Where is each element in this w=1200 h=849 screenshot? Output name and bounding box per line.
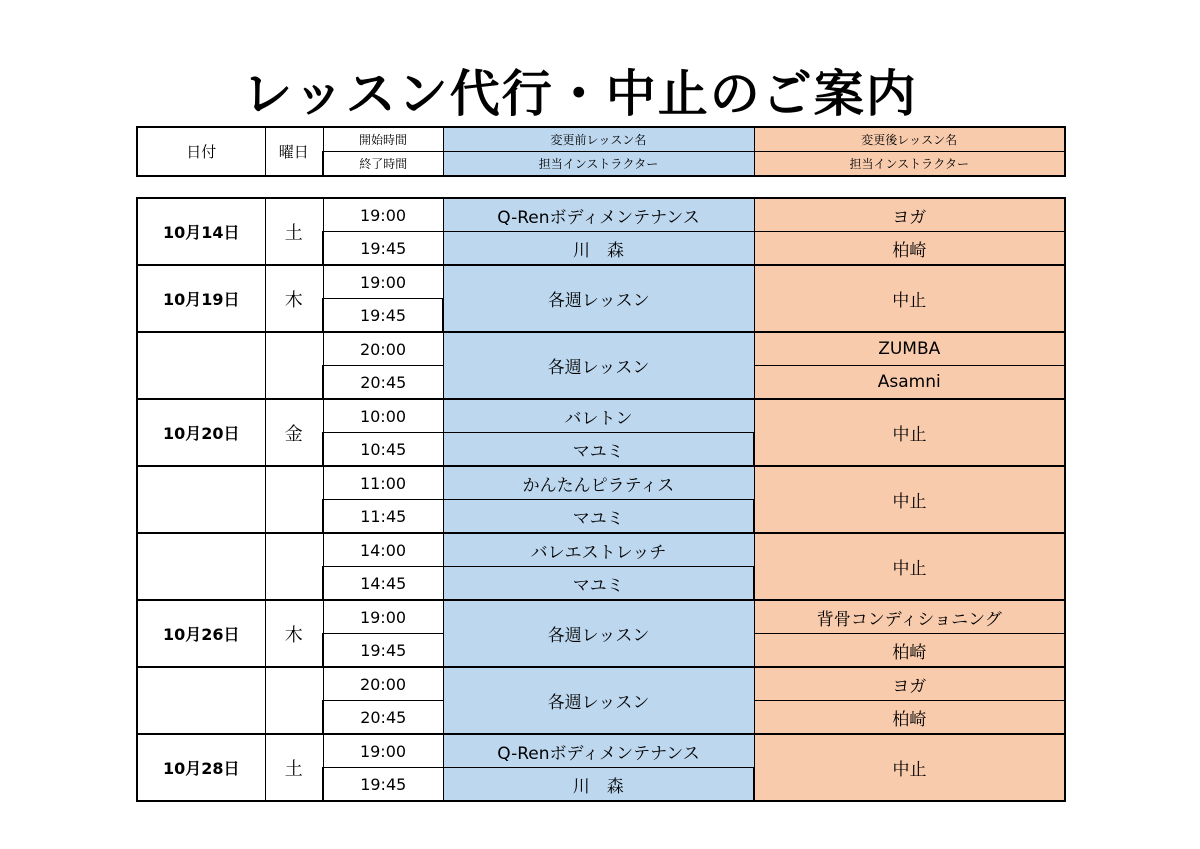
date-cell bbox=[137, 533, 265, 600]
after-instructor-cell: 柏崎 bbox=[754, 634, 1065, 668]
header-after-lesson: 変更後レッスン名 bbox=[754, 127, 1065, 152]
date-cell: 10月20日 bbox=[137, 399, 265, 466]
after-lesson-cell: 中止 bbox=[754, 399, 1065, 466]
before-lesson-cell: 各週レッスン bbox=[443, 667, 754, 734]
header-before-lesson: 変更前レッスン名 bbox=[443, 127, 754, 152]
header-weekday: 曜日 bbox=[265, 127, 323, 176]
before-instructor-cell: マユミ bbox=[443, 567, 754, 601]
header-before-instructor: 担当インストラクター bbox=[443, 152, 754, 177]
weekday-cell: 土 bbox=[265, 734, 323, 801]
weekday-cell: 土 bbox=[265, 198, 323, 265]
weekday-cell bbox=[265, 533, 323, 600]
before-instructor-cell: 川 森 bbox=[443, 768, 754, 802]
table-row bbox=[137, 734, 1065, 768]
date-cell bbox=[137, 466, 265, 533]
start-time-cell: 19:00 bbox=[323, 198, 443, 232]
after-instructor-cell: Asamni bbox=[754, 366, 1065, 400]
weekday-cell bbox=[265, 332, 323, 399]
end-time-cell: 20:45 bbox=[323, 366, 443, 400]
date-cell: 10月19日 bbox=[137, 265, 265, 332]
before-instructor-cell: 川 森 bbox=[443, 232, 754, 266]
weekday-cell: 金 bbox=[265, 399, 323, 466]
after-instructor-cell: 柏崎 bbox=[754, 232, 1065, 266]
end-time-cell: 19:45 bbox=[323, 232, 443, 266]
start-time-cell: 20:00 bbox=[323, 332, 443, 366]
table-row bbox=[137, 332, 1065, 366]
before-lesson-cell: バレトン bbox=[443, 399, 754, 433]
after-instructor-cell: 柏崎 bbox=[754, 701, 1065, 735]
after-lesson-cell: ヨガ bbox=[754, 198, 1065, 232]
date-cell: 10月14日 bbox=[137, 198, 265, 265]
before-lesson-cell: かんたんピラティス bbox=[443, 466, 754, 500]
start-time-cell: 10:00 bbox=[323, 399, 443, 433]
table-row bbox=[137, 600, 1065, 634]
before-instructor-cell: マユミ bbox=[443, 500, 754, 534]
end-time-cell: 14:45 bbox=[323, 567, 443, 601]
after-lesson-cell: 中止 bbox=[754, 734, 1065, 801]
header-after-instructor: 担当インストラクター bbox=[754, 152, 1065, 177]
end-time-cell: 19:45 bbox=[323, 634, 443, 668]
table-row bbox=[137, 667, 1065, 701]
date-cell: 10月28日 bbox=[137, 734, 265, 801]
after-lesson-cell: 背骨コンディショニング bbox=[754, 600, 1065, 634]
start-time-cell: 20:00 bbox=[323, 667, 443, 701]
header-end-time: 終了時間 bbox=[323, 152, 443, 177]
weekday-cell: 木 bbox=[265, 265, 323, 332]
header-table bbox=[136, 126, 1066, 177]
end-time-cell: 20:45 bbox=[323, 701, 443, 735]
after-lesson-cell: 中止 bbox=[754, 265, 1065, 332]
start-time-cell: 19:00 bbox=[323, 265, 443, 299]
end-time-cell: 10:45 bbox=[323, 433, 443, 467]
table-row bbox=[137, 198, 1065, 232]
header-start-time: 開始時間 bbox=[323, 127, 443, 152]
table-row bbox=[137, 265, 1065, 299]
start-time-cell: 14:00 bbox=[323, 533, 443, 567]
schedule-table bbox=[136, 197, 1066, 802]
table-row bbox=[137, 399, 1065, 433]
header-date: 日付 bbox=[137, 127, 265, 176]
end-time-cell: 19:45 bbox=[323, 299, 443, 333]
weekday-cell bbox=[265, 466, 323, 533]
before-lesson-cell: 各週レッスン bbox=[443, 600, 754, 667]
date-cell bbox=[137, 332, 265, 399]
after-lesson-cell: ZUMBA bbox=[754, 332, 1065, 366]
weekday-cell: 木 bbox=[265, 600, 323, 667]
before-lesson-cell: 各週レッスン bbox=[443, 332, 754, 399]
weekday-cell bbox=[265, 667, 323, 734]
start-time-cell: 19:00 bbox=[323, 734, 443, 768]
before-lesson-cell: Q-Renボディメンテナンス bbox=[443, 198, 754, 232]
date-cell bbox=[137, 667, 265, 734]
before-instructor-cell: マユミ bbox=[443, 433, 754, 467]
start-time-cell: 11:00 bbox=[323, 466, 443, 500]
table-row bbox=[137, 533, 1065, 567]
date-cell: 10月26日 bbox=[137, 600, 265, 667]
before-lesson-cell: Q-Renボディメンテナンス bbox=[443, 734, 754, 768]
end-time-cell: 11:45 bbox=[323, 500, 443, 534]
before-lesson-cell: 各週レッスン bbox=[443, 265, 754, 332]
after-lesson-cell: ヨガ bbox=[754, 667, 1065, 701]
after-lesson-cell: 中止 bbox=[754, 466, 1065, 533]
before-lesson-cell: バレエストレッチ bbox=[443, 533, 754, 567]
after-lesson-cell: 中止 bbox=[754, 533, 1065, 600]
start-time-cell: 19:00 bbox=[323, 600, 443, 634]
page-title: レッスン代行・中止のご案内 bbox=[242, 65, 918, 123]
table-row bbox=[137, 466, 1065, 500]
end-time-cell: 19:45 bbox=[323, 768, 443, 802]
